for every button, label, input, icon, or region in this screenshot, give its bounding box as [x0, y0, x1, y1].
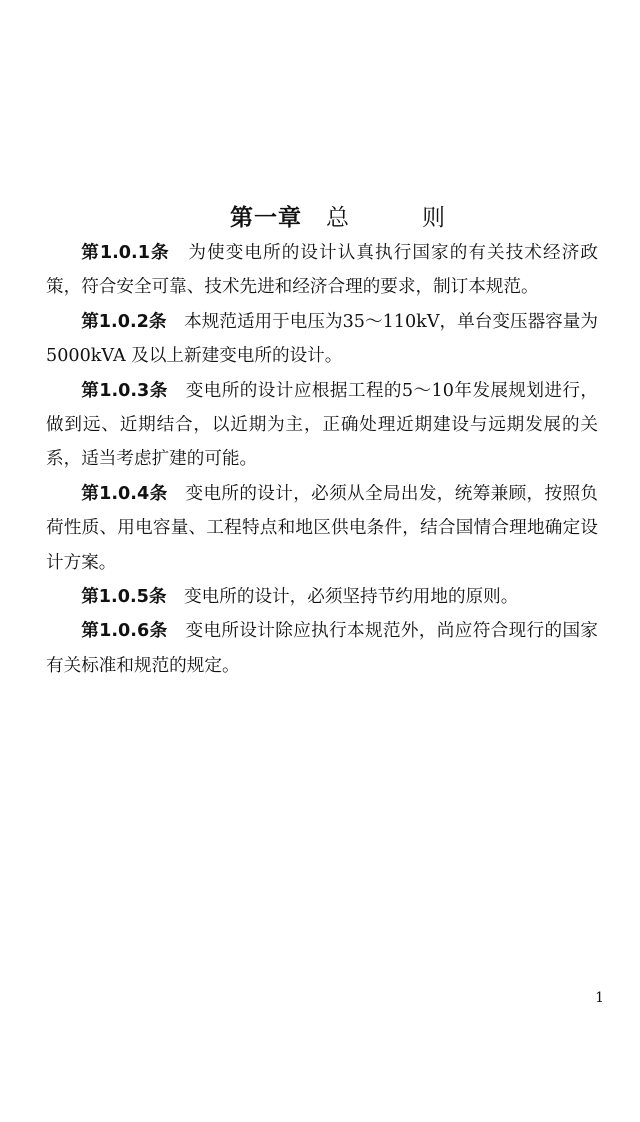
- article-text: 变电所的设计应根据工程的5～10年发展规划进行，做到远、近期结合，以近期为主，正确处理近期建设与远期发展的关系，适当考虑扩建的可能。: [46, 380, 598, 470]
- article-label: 第1.0.6条: [81, 621, 168, 642]
- article-1-0-5: [46, 580, 598, 614]
- chapter-number: 第一章: [230, 205, 303, 231]
- article-1-0-6: [46, 614, 598, 683]
- article-text: 变电所的设计，必须从全局出发，统筹兼顾，按照负荷性质、用电容量、工程特点和地区供电条件，结合国情合理地确定设计方案。: [46, 483, 598, 573]
- article-1-0-3: [46, 374, 598, 477]
- article-1-0-1: [46, 236, 598, 305]
- article-label: 第1.0.4条: [81, 483, 168, 504]
- article-text: 为使变电所的设计认真执行国家的有关技术经济政策，符合安全可靠、技术先进和经济合理的要求，制订本规范。: [46, 243, 598, 298]
- page-number: 1: [595, 990, 604, 1006]
- article-1-0-4: [46, 477, 598, 580]
- article-list: [46, 236, 598, 683]
- article-text: 变电所的设计，必须坚持节约用地的原则。: [184, 587, 519, 608]
- article-label: 第1.0.1条: [81, 243, 170, 263]
- article-label: 第1.0.2条: [81, 311, 167, 332]
- article-text: 本规范适用于电压为35～110kV，单台变压器容量为5000kVA 及以上新建变电所的设计。: [46, 311, 598, 367]
- article-label: 第1.0.3条: [81, 380, 168, 401]
- article-text: 变电所设计除应执行本规范外，尚应符合现行的国家有关标准和规范的规定。: [46, 621, 598, 676]
- chapter-name: 总 则: [326, 205, 447, 231]
- article-label: 第1.0.5条: [81, 587, 167, 608]
- article-1-0-2: [46, 305, 598, 374]
